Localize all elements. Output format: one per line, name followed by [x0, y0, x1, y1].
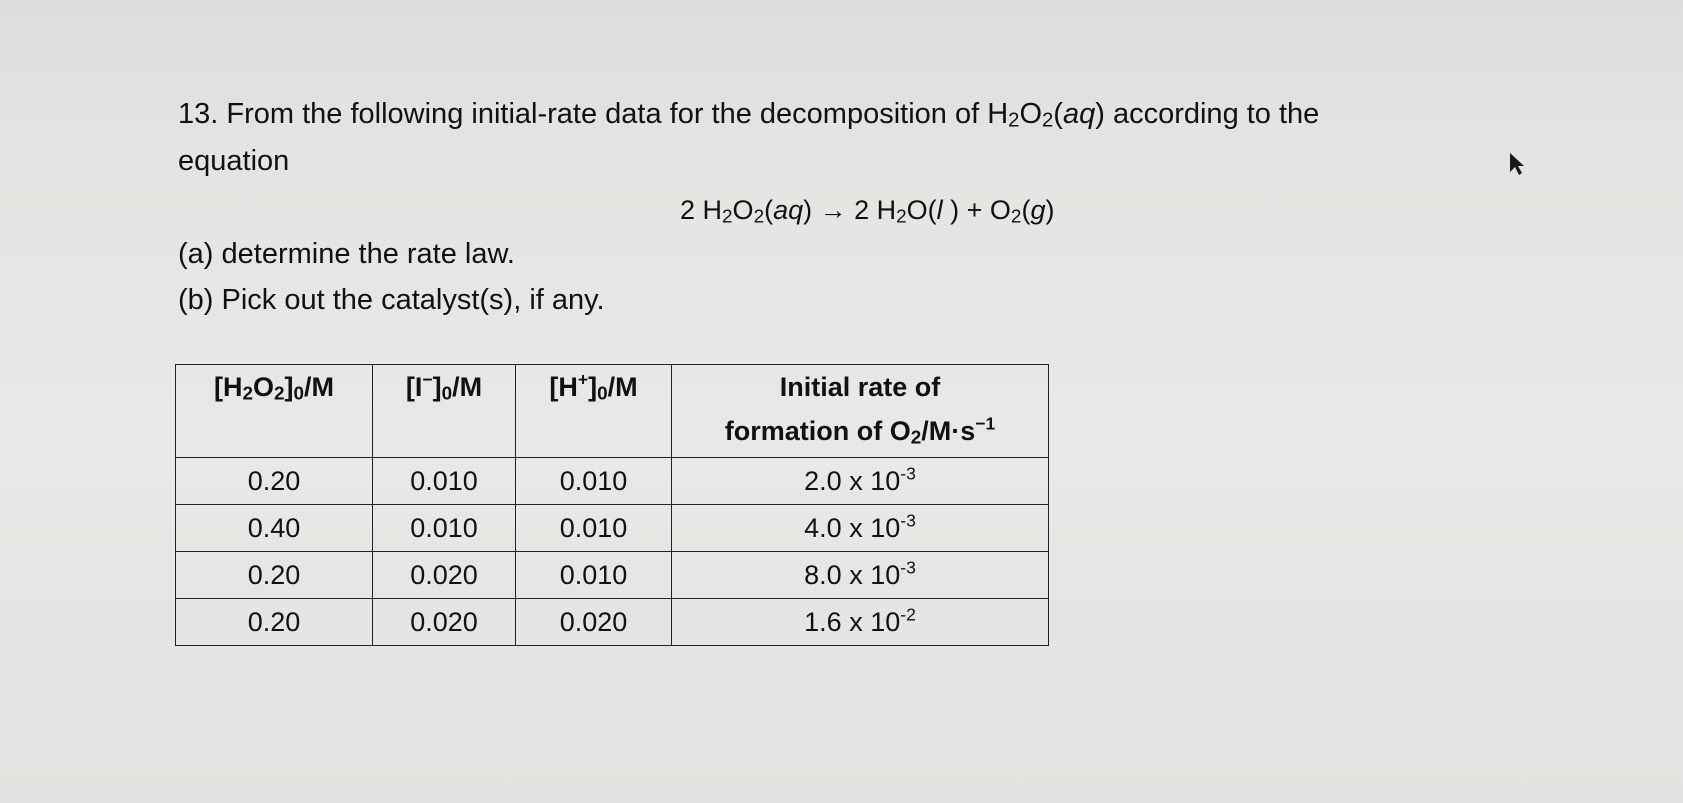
- header-hplus: $[H^+]_0/M$: [516, 365, 672, 458]
- cell-iodide: 0.020: [373, 599, 516, 646]
- table-row: [176, 599, 1049, 646]
- table-header-row: [176, 365, 1049, 458]
- header-iodide: $[I^-]_0/M$: [373, 365, 516, 458]
- table-row: [176, 552, 1049, 599]
- cell-rate: 1.6 x $10^{-2}$: [672, 599, 1049, 646]
- cell-rate: 8.0 x $10^{-3}$: [672, 552, 1049, 599]
- part-b: (b) Pick out the catalyst(s), if any.: [178, 284, 605, 316]
- cell-h2o2: 0.20: [176, 458, 373, 505]
- cell-iodide: 0.010: [373, 505, 516, 552]
- header-initial-rate: Initial rate of formation of $O_2/M\cdot s^{-1}$: [672, 365, 1049, 458]
- cell-hplus: 0.010: [516, 505, 672, 552]
- table-row: [176, 458, 1049, 505]
- question-line-1: [178, 97, 1319, 131]
- cell-h2o2: 0.20: [176, 552, 373, 599]
- cell-rate: 4.0 x $10^{-3}$: [672, 505, 1049, 552]
- question-number: 13.: [178, 98, 219, 130]
- cell-rate: 2.0 x $10^{-3}$: [672, 458, 1049, 505]
- chemical-equation: 2 $H_2O_2(aq) \to 2$ $H_2O(l$ ) + $O_2(g)$: [680, 195, 1055, 228]
- part-a: (a) determine the rate law.: [178, 238, 515, 270]
- cell-hplus: 0.010: [516, 458, 672, 505]
- cell-hplus: 0.020: [516, 599, 672, 646]
- table-row: [176, 505, 1049, 552]
- cell-iodide: 0.020: [373, 552, 516, 599]
- cell-iodide: 0.010: [373, 458, 516, 505]
- question-text: From the following initial-rate data for the decomposition of $H_2O_2(aq)$ according to the: [226, 98, 1320, 132]
- header-h2o2: $[H_2O_2]_0/M$: [176, 365, 373, 458]
- cell-hplus: 0.010: [516, 552, 672, 599]
- mouse-pointer-icon: [1508, 152, 1526, 176]
- cell-h2o2: 0.20: [176, 599, 373, 646]
- question-line-2: equation: [178, 145, 290, 177]
- initial-rate-table: [175, 364, 1049, 646]
- cell-h2o2: 0.40: [176, 505, 373, 552]
